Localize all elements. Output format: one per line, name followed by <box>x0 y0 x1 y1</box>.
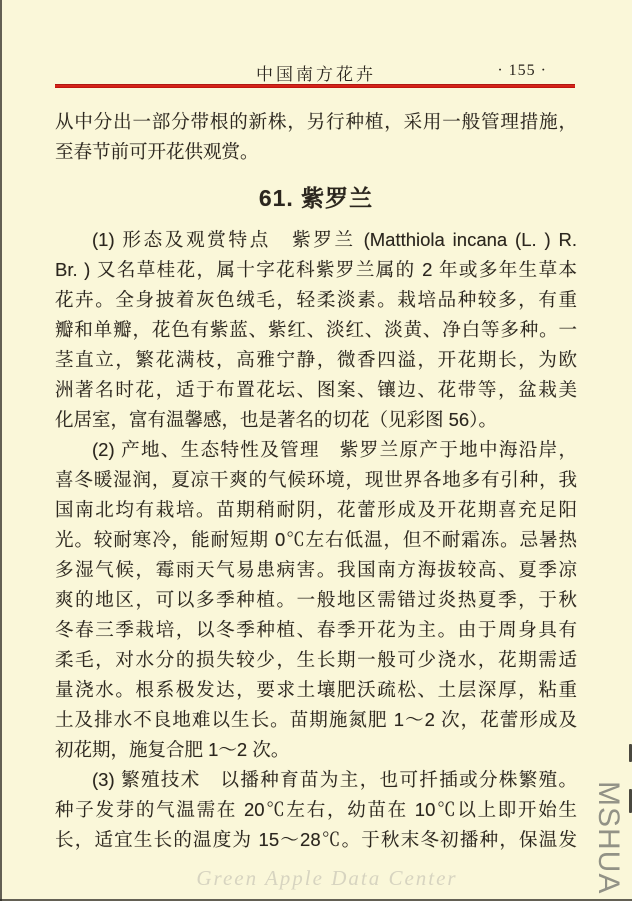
text-line: 茎直立，繁花满枝，高雅宁静，微香四溢，开花期长，为欧 <box>55 349 577 370</box>
text-line: (2) 产地、生态特性及管理 紫罗兰原产于地中海沿岸， <box>92 439 577 460</box>
text-line: 花卉。全身披着灰色绒毛，轻柔淡素。栽培品种较多，有重 <box>55 289 577 310</box>
text-line: 化居室，富有温馨感，也是著名的切花（见彩图 56）。 <box>55 409 497 430</box>
watermark-bottom: Green Apple Data Center <box>196 866 458 890</box>
text-line: (3) 繁殖技术 以播种育苗为主，也可扦插或分株繁殖。 <box>92 769 577 790</box>
text-line: 从中分出一部分带根的新株，另行种植，采用一般管理措施， <box>55 111 577 132</box>
text-line: 喜冬暖湿润，夏凉干爽的气候环境，现世界各地多有引种，我 <box>55 469 577 490</box>
section-heading: 61. 紫罗兰 <box>258 185 374 211</box>
text-line: 冬春三季栽培，以冬季种植、春季开花为主。由于周身具有 <box>55 619 577 640</box>
watermark-side: MSHUA <box>592 781 625 895</box>
text-line: 多湿气候，霉雨天气易患病害。我国南方海拔较高、夏季凉 <box>55 559 577 580</box>
text-line: 瓣和单瓣，花色有紫蓝、紫红、淡红、淡黄、净白等多种。一 <box>55 319 577 340</box>
text-line: 洲著名时花，适于布置花坛、图案、镶边、花带等，盆栽美 <box>55 379 577 400</box>
text-line: 量浇水。根系极发达，要求土壤肥沃疏松、土层深厚，粘重 <box>55 679 577 700</box>
text-line: Br. ) 又名草桂花，属十字花科紫罗兰属的 2 年或多年生草本 <box>55 259 577 280</box>
text-line: 土及排水不良地难以生长。苗期施氮肥 1～2 次，花蕾形成及 <box>55 709 577 730</box>
page-number: · 155 · <box>497 62 547 79</box>
text-line: 长，适宜生长的温度为 15～28℃。于秋末冬初播种，保温发 <box>55 829 577 850</box>
text-line: (1) 形态及观赏特点 紫罗兰 (Matthiola incana (L. ) R. <box>92 229 577 250</box>
scan-edge-left <box>0 0 2 901</box>
text-line: 种子发芽的气温需在 20℃左右，幼苗在 10℃以上即开始生 <box>55 799 577 820</box>
header-rule <box>55 84 575 88</box>
body-text <box>55 107 577 855</box>
text-line: 至春节前可开花供观赏。 <box>55 141 259 162</box>
text-line: 柔毛，对水分的损失较少，生长期一般可少浇水，花期需适 <box>55 649 577 670</box>
text-line: 光。较耐寒冷，能耐短期 0℃左右低温，但不耐霜冻。忌暑热 <box>55 529 577 550</box>
text-line: 初花期，施复合肥 1～2 次。 <box>55 739 290 760</box>
running-head-book-title: 中国南方花卉 <box>256 65 376 84</box>
text-line: 国南北均有栽培。苗期稍耐阴，花蕾形成及开花期喜充足阳 <box>55 499 577 520</box>
text-line: 爽的地区，可以多季种植。一般地区需错过炎热夏季，于秋 <box>55 589 577 610</box>
